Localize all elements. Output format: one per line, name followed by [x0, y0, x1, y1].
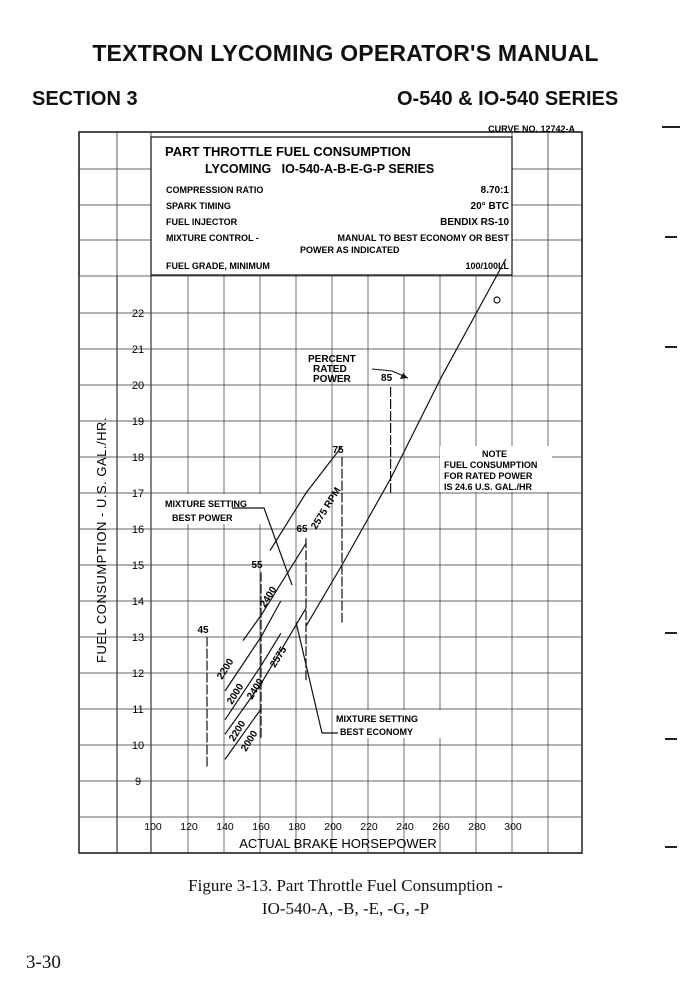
x-tick-label: 260 [432, 821, 450, 833]
spec-value-spark: 20° BTC [470, 201, 509, 212]
rpm-2575-upper-label: 2575 RPM [309, 485, 344, 532]
page-number: 3-30 [26, 952, 61, 973]
margin-mark-1 [662, 126, 680, 128]
x-tick-label: 160 [252, 821, 270, 833]
y-tick-label: 12 [131, 668, 145, 680]
x-axis-label: ACTUAL BRAKE HORSEPOWER [239, 836, 437, 851]
margin-mark-6 [665, 846, 677, 848]
x-tick-label: 120 [180, 821, 198, 833]
series-label: O-540 & IO-540 SERIES [397, 88, 619, 110]
series-lines [225, 259, 506, 759]
x-tick-label: 100 [144, 821, 162, 833]
y-tick-label: 14 [131, 596, 145, 608]
spec-value-injector: BENDIX RS-10 [440, 217, 509, 228]
y-tick-label: 9 [134, 776, 142, 788]
best-power-label-1: MIXTURE SETTING [165, 499, 248, 509]
note-line-3: IS 24.6 U.S. GAL./HR [444, 482, 533, 492]
margin-mark-4 [665, 632, 677, 634]
section-label: SECTION 3 [32, 88, 138, 110]
spec-value-mixture: MANUAL TO BEST ECONOMY OR BEST [337, 233, 509, 243]
x-tick-label: 280 [468, 821, 486, 833]
y-tick-labels [132, 308, 144, 788]
y-tick-label: 21 [131, 344, 145, 356]
x-tick-label: 300 [504, 821, 522, 833]
rated-power-label: 65 [296, 524, 308, 536]
rated-power-label: 85 [381, 373, 393, 384]
x-tick-label: 140 [216, 821, 234, 833]
curve-number: CURVE NO. 12742-A [488, 124, 575, 134]
x-tick-label: 180 [288, 821, 306, 833]
rpm-2200-lower-label: 2200 [227, 718, 249, 744]
chart-subtitle: LYCOMING IO-540-A-B-E-G-P SERIES [205, 162, 435, 176]
note-line-2: FOR RATED POWER [444, 471, 533, 481]
spec-label-injector: FUEL INJECTOR [166, 217, 238, 227]
y-tick-label: 15 [131, 560, 145, 572]
best-power-label-2: BEST POWER [172, 513, 233, 523]
y-tick-label: 20 [131, 380, 145, 392]
x-tick-labels [144, 821, 522, 833]
spec-value-fuel-grade: 100/100LL [465, 261, 509, 271]
best-economy-label-2: BEST ECONOMY [340, 727, 414, 737]
rated-power-lines [197, 373, 392, 767]
note-title: NOTE [482, 449, 508, 459]
x-tick-label: 220 [360, 821, 378, 833]
x-tick-label: 200 [324, 821, 342, 833]
spec-label-fuel-grade: FUEL GRADE, MINIMUM [166, 261, 270, 271]
margin-mark-2 [665, 236, 677, 238]
y-tick-label: 16 [131, 524, 145, 536]
rpm-2200-upper-label: 2200 [215, 656, 237, 682]
rpm-2575-lower-label: 2575 [268, 644, 290, 670]
note-line-1: FUEL CONSUMPTION [444, 460, 538, 470]
y-tick-label: 19 [131, 416, 145, 428]
x-tick-label: 240 [396, 821, 414, 833]
spec-value-mixture-2: POWER AS INDICATED [300, 245, 400, 255]
y-tick-label: 10 [131, 740, 145, 752]
spec-value-compression: 8.70:1 [480, 185, 509, 196]
rated-power-label: 55 [251, 560, 263, 572]
rpm-2400-upper-label: 2400 [258, 584, 280, 610]
figure-caption-line-2: IO-540-A, -B, -E, -G, -P [261, 899, 430, 918]
rpm-2000-upper-label: 2000 [225, 681, 247, 707]
spec-label-mixture: MIXTURE CONTROL - [166, 233, 259, 243]
best-economy-label-1: MIXTURE SETTING [336, 714, 419, 724]
manual-title: TEXTRON LYCOMING OPERATOR'S MANUAL [92, 40, 599, 66]
rated-power-label: 75 [332, 445, 344, 456]
margin-mark-5 [665, 738, 677, 740]
margin-mark-3 [665, 346, 677, 348]
percent-rated-label-2: RATED [313, 364, 347, 375]
y-tick-label: 13 [131, 632, 145, 644]
percent-rated-label-3: POWER [313, 374, 351, 385]
chart-title: PART THROTTLE FUEL CONSUMPTION [165, 144, 411, 159]
rpm-2400-lower-label: 2400 [245, 676, 267, 702]
rated-power-point [494, 297, 500, 303]
series-line [261, 608, 306, 684]
y-tick-label: 18 [131, 452, 145, 464]
rated-power-label: 45 [197, 625, 209, 636]
rpm-2000-lower-label: 2000 [239, 728, 261, 754]
percent-rated-label-1: PERCENT [308, 354, 356, 365]
figure-caption-line-1: Figure 3-13. Part Throttle Fuel Consumption - [188, 876, 503, 895]
spec-label-spark: SPARK TIMING [166, 201, 231, 211]
y-axis-label: FUEL CONSUMPTION - U.S. GAL./HR. [94, 417, 109, 663]
y-tick-label: 11 [132, 704, 144, 716]
y-tick-label: 22 [131, 308, 145, 320]
spec-label-compression: COMPRESSION RATIO [166, 185, 264, 195]
y-tick-label: 17 [131, 488, 145, 500]
